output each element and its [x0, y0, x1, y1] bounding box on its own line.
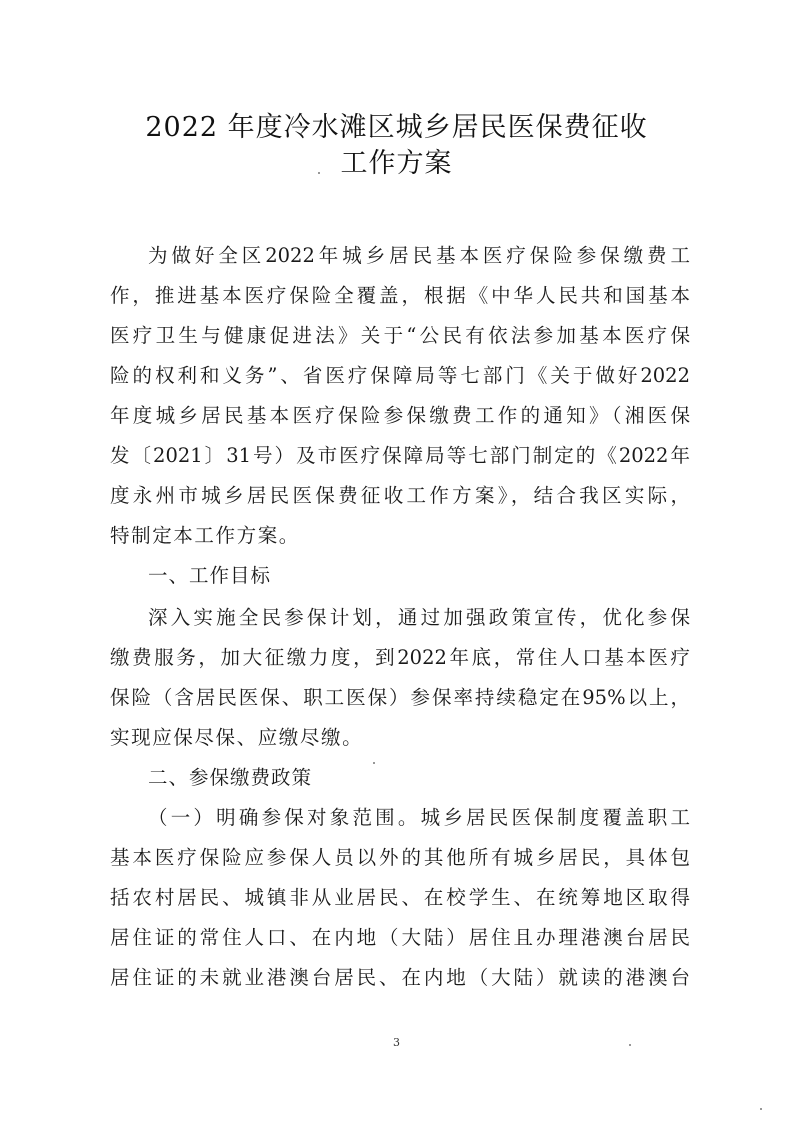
paragraph-2-line: 深入实施全民参保计划，通过加强政策宣传，优化参保	[148, 606, 690, 629]
paragraph-1-line: 险的权利和义务”、省医疗保障局等七部门《关于做好2022	[110, 364, 690, 387]
paragraph-1-line: 作，推进基本医疗保险全覆盖，根据《中华人民共和国基本	[110, 284, 690, 307]
paragraph-2-line: 保险（含居民医保、职工医保）参保率持续稳定在95%以上，	[110, 686, 690, 709]
scan-speck	[629, 1044, 631, 1046]
paragraph-1-line: 度永州市城乡居民医保费征收工作方案》，结合我区实际，	[110, 484, 690, 507]
paragraph-2-line: 实现应保尽保、应缴尽缴。	[110, 726, 364, 749]
document-title-line-1: 2022 年度冷水滩区城乡居民医保费征收	[145, 112, 648, 143]
paragraph-1-line: 为做好全区2022年城乡居民基本医疗保险参保缴费工	[148, 244, 690, 267]
paragraph-2-line: 缴费服务，加大征缴力度，到2022年底，常住人口基本医疗	[110, 646, 690, 669]
section-heading-2: 二、参保缴费政策	[148, 766, 313, 789]
page-number: 3	[393, 1036, 400, 1049]
paragraph-1-line: 年度城乡居民基本医疗保险参保缴费工作的通知》（湘医保	[110, 404, 690, 427]
paragraph-1-line: 发〔2021〕31号）及市医疗保障局等七部门制定的《2022年	[110, 444, 690, 467]
paragraph-3-line: （一）明确参保对象范围。城乡居民医保制度覆盖职工	[148, 806, 690, 829]
paragraph-3-line: 居住证的未就业港澳台居民、在内地（大陆）就读的港澳台	[110, 966, 690, 989]
paragraph-3-line: 居住证的常住人口、在内地（大陆）居住且办理港澳台居民	[110, 926, 690, 949]
scan-speck	[318, 172, 320, 174]
paragraph-3-line: 括农村居民、城镇非从业居民、在校学生、在统筹地区取得	[110, 886, 690, 909]
section-heading-1: 一、工作目标	[148, 564, 272, 587]
scan-speck	[760, 1108, 762, 1110]
document-title-line-2: 工作方案	[340, 148, 453, 179]
paragraph-1-line: 医疗卫生与健康促进法》关于“公民有依法参加基本医疗保	[110, 324, 690, 347]
scan-speck	[373, 762, 375, 764]
paragraph-1-line: 特制定本工作方案。	[110, 524, 300, 547]
paragraph-3-line: 基本医疗保险应参保人员以外的其他所有城乡居民，具体包	[110, 846, 690, 869]
